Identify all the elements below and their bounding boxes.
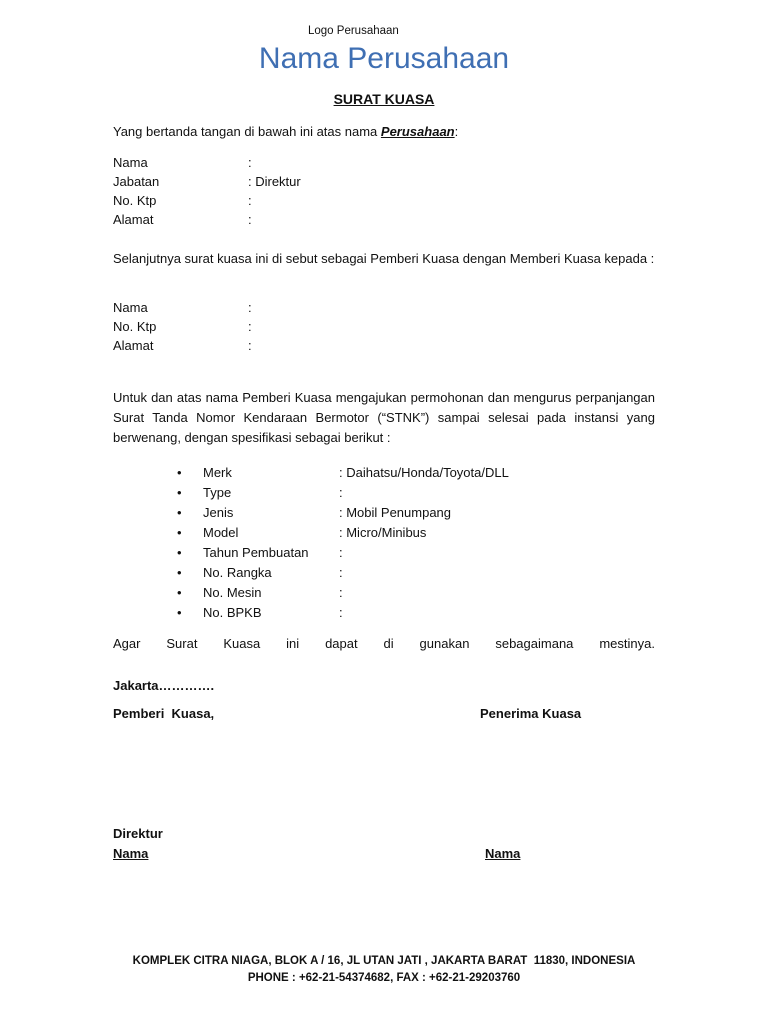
closing-word: Kuasa — [223, 636, 261, 651]
spec-label: No. Mesin — [203, 585, 262, 600]
field-label: Nama — [113, 300, 148, 315]
spec-value: : — [339, 485, 343, 500]
field-label: Jabatan — [113, 174, 160, 189]
document-title: SURAT KUASA — [333, 91, 435, 107]
bullet-icon: • — [177, 545, 182, 560]
spec-value: : Mobil Penumpang — [339, 505, 452, 520]
bullet-icon: • — [177, 605, 182, 620]
bullet-icon: • — [177, 525, 182, 540]
footer-address: KOMPLEK CITRA NIAGA, BLOK A / 16, JL UTAN JATI , JAKARTA BARAT 11830, INDONESIA — [132, 955, 636, 967]
intro-text: Yang bertanda tangan di bawah ini atas nama — [113, 124, 381, 139]
bullet-icon: • — [177, 585, 182, 600]
spec-value: : — [339, 565, 343, 580]
spec-value: : — [339, 605, 343, 620]
spec-label: Jenis — [203, 505, 234, 520]
signature-heading-right: Penerima Kuasa — [480, 706, 582, 721]
field-value: : — [248, 319, 252, 334]
closing-word: di — [383, 636, 394, 651]
signatory-name-right: Nama — [485, 846, 521, 861]
place-date: Jakarta…………. — [113, 678, 215, 693]
field-label: Alamat — [113, 212, 154, 227]
paragraph-transfer: Selanjutnya surat kuasa ini di sebut sebagai Pemberi Kuasa dengan Memberi Kuasa kepada : — [113, 251, 655, 266]
spec-value: : — [339, 545, 343, 560]
paragraph-purpose: Untuk dan atas nama Pemberi Kuasa mengajukan permohonan dan mengurus perpanjangan Surat Tanda Nomor Kendaraan Bermotor (“STNK”) sampai selesai pada instansi yang berwenang, dengan spesifikasi sebagai berikut : — [113, 390, 655, 445]
bullet-icon: • — [177, 485, 182, 500]
field-value: : Direktur — [248, 174, 301, 189]
field-value: : — [248, 212, 252, 227]
field-label: Alamat — [113, 338, 154, 353]
spec-label: No. Rangka — [203, 565, 272, 580]
closing-word: Surat — [166, 636, 198, 651]
company-name: Nama Perusahaan — [258, 42, 510, 75]
intro-line — [113, 122, 655, 142]
signatory-role: Direktur — [113, 826, 163, 841]
intro-emphasis: Perusahaan — [380, 124, 455, 139]
spec-value: : Micro/Minibus — [339, 525, 427, 540]
field-value: : — [248, 193, 252, 208]
closing-word: sebagaimana — [495, 636, 574, 651]
spec-label: Merk — [203, 465, 232, 480]
closing-word: dapat — [325, 636, 358, 651]
spec-label: Tahun Pembuatan — [203, 545, 309, 560]
field-value: : — [248, 155, 252, 170]
closing-word: Agar — [113, 636, 141, 651]
intro-suffix: : — [454, 124, 459, 139]
closing-word: ini — [286, 636, 300, 651]
spec-label: No. BPKB — [203, 605, 262, 620]
spec-value: : Daihatsu/Honda/Toyota/DLL — [339, 465, 509, 480]
spec-value: : — [339, 585, 343, 600]
field-label: No. Ktp — [113, 319, 157, 334]
closing-word: mestinya. — [599, 636, 655, 651]
bullet-icon: • — [177, 465, 182, 480]
field-label: No. Ktp — [113, 193, 157, 208]
spec-label: Type — [203, 485, 232, 500]
signature-heading-left: Pemberi Kuasa, — [113, 706, 215, 721]
field-value: : — [248, 338, 252, 353]
field-value: : — [248, 300, 252, 315]
footer-contact: PHONE : +62-21-54374682, FAX : +62-21-29203760 — [247, 972, 521, 984]
bullet-icon: • — [177, 565, 182, 580]
logo-placeholder: Logo Perusahaan — [308, 25, 399, 37]
closing-word: gunakan — [419, 636, 470, 651]
spec-label: Model — [203, 525, 239, 540]
field-label: Nama — [113, 155, 148, 170]
closing-sentence — [113, 636, 655, 651]
bullet-icon: • — [177, 505, 182, 520]
signatory-name-left: Nama — [113, 846, 149, 861]
